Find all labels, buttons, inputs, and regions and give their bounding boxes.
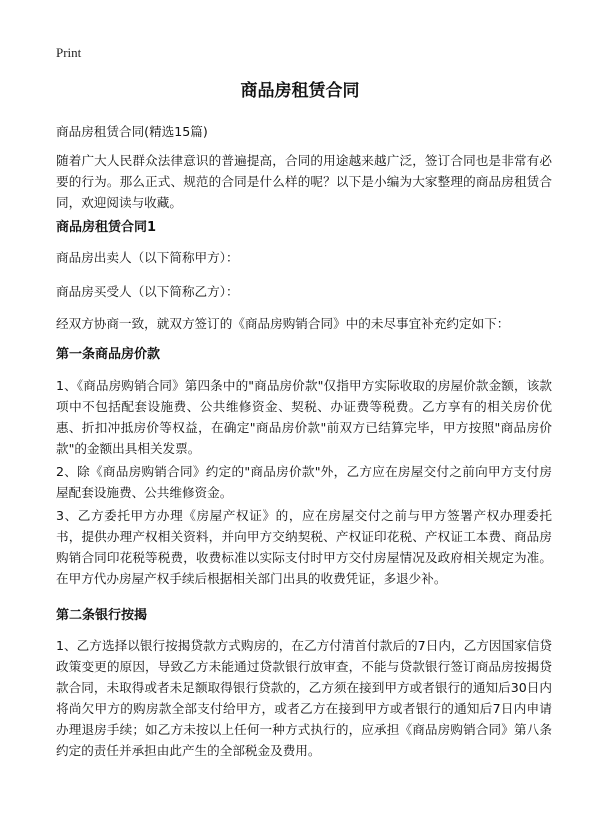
seller-line: 商品房出卖人（以下简称甲方）： <box>56 250 239 265</box>
article1-heading: 第一条商品房价款 <box>56 347 161 362</box>
document-subtitle: 商品房租赁合同(精选15篇) <box>56 124 208 139</box>
intro-paragraph: 随着广大人民群众法律意识的普遍提高，合同的用途越来越广泛，签订合同也是非常有必要的行为。那么正式、规范的合同是什么样的呢？以下是小编为大家整理的商品房租赁合同，欢迎阅读与收藏。 <box>56 153 552 210</box>
buyer-line: 商品房买受人（以下简称乙方）： <box>56 284 239 299</box>
article1-clause-2: 2、除《商品房购销合同》约定的"商品房价款"外，乙方应在房屋交付之前向甲方支付房屋配套设施费、公共维修资金。 <box>56 464 552 500</box>
article1-clause-3: 3、乙方委托甲方办理《房屋产权证》的，应在房屋交付之前与甲方签署产权办理委托书，提供办理产权相关资料，并向甲方交纳契税、产权证印花税、产权证工本费、商品房购销合同印花税等税费，收费标准以实际支付时甲方交付房屋情况及政府相关规定为准。在甲方代办房屋产权手续后根据相关部门出具的收费凭证，多退少补。 <box>56 508 552 586</box>
article2-clause-1: 1、乙方选择以银行按揭贷款方式购房的，在乙方付清首付款后的7日内，乙方因国家信贷政策变更的原因，导致乙方未能通过贷款银行放审查，不能与贷款银行签订商品房按揭贷款合同，未取得或者未足额取得银行贷款的，乙方须在接到甲方或者银行的通知后30日内将尚欠甲方的购房款全部支付给甲方，或者乙方在接到甲方或者银行的通知后7日内申请办理退房手续；如乙方未按以上任何一种方式执行的，应承担《商品房购销合同》第八条约定的责任并承担由此产生的全部税金及费用。 <box>56 638 552 758</box>
document-title: 商品房租赁合同 <box>240 81 360 101</box>
contract-heading: 商品房租赁合同1 <box>56 220 157 235</box>
print-link[interactable]: Print <box>56 45 82 60</box>
article2-heading: 第二条银行按揭 <box>56 608 148 623</box>
article1-clause-1: 1、《商品房购销合同》第四条中的"商品房价款"仅指甲方实际收取的房屋价款金额，该款项中不包括配套设施费、公共维修资金、契税、办证费等税费。乙方享有的相关房价优惠、折扣冲抵房价等权益，在确定"商品房价款"前双方已结算完毕，甲方按照"商品房价款"的金额出具相关发票。 <box>56 378 552 456</box>
agreement-line: 经双方协商一致，就双方签订的《商品房购销合同》中的未尽事宜补充约定如下： <box>56 316 510 331</box>
